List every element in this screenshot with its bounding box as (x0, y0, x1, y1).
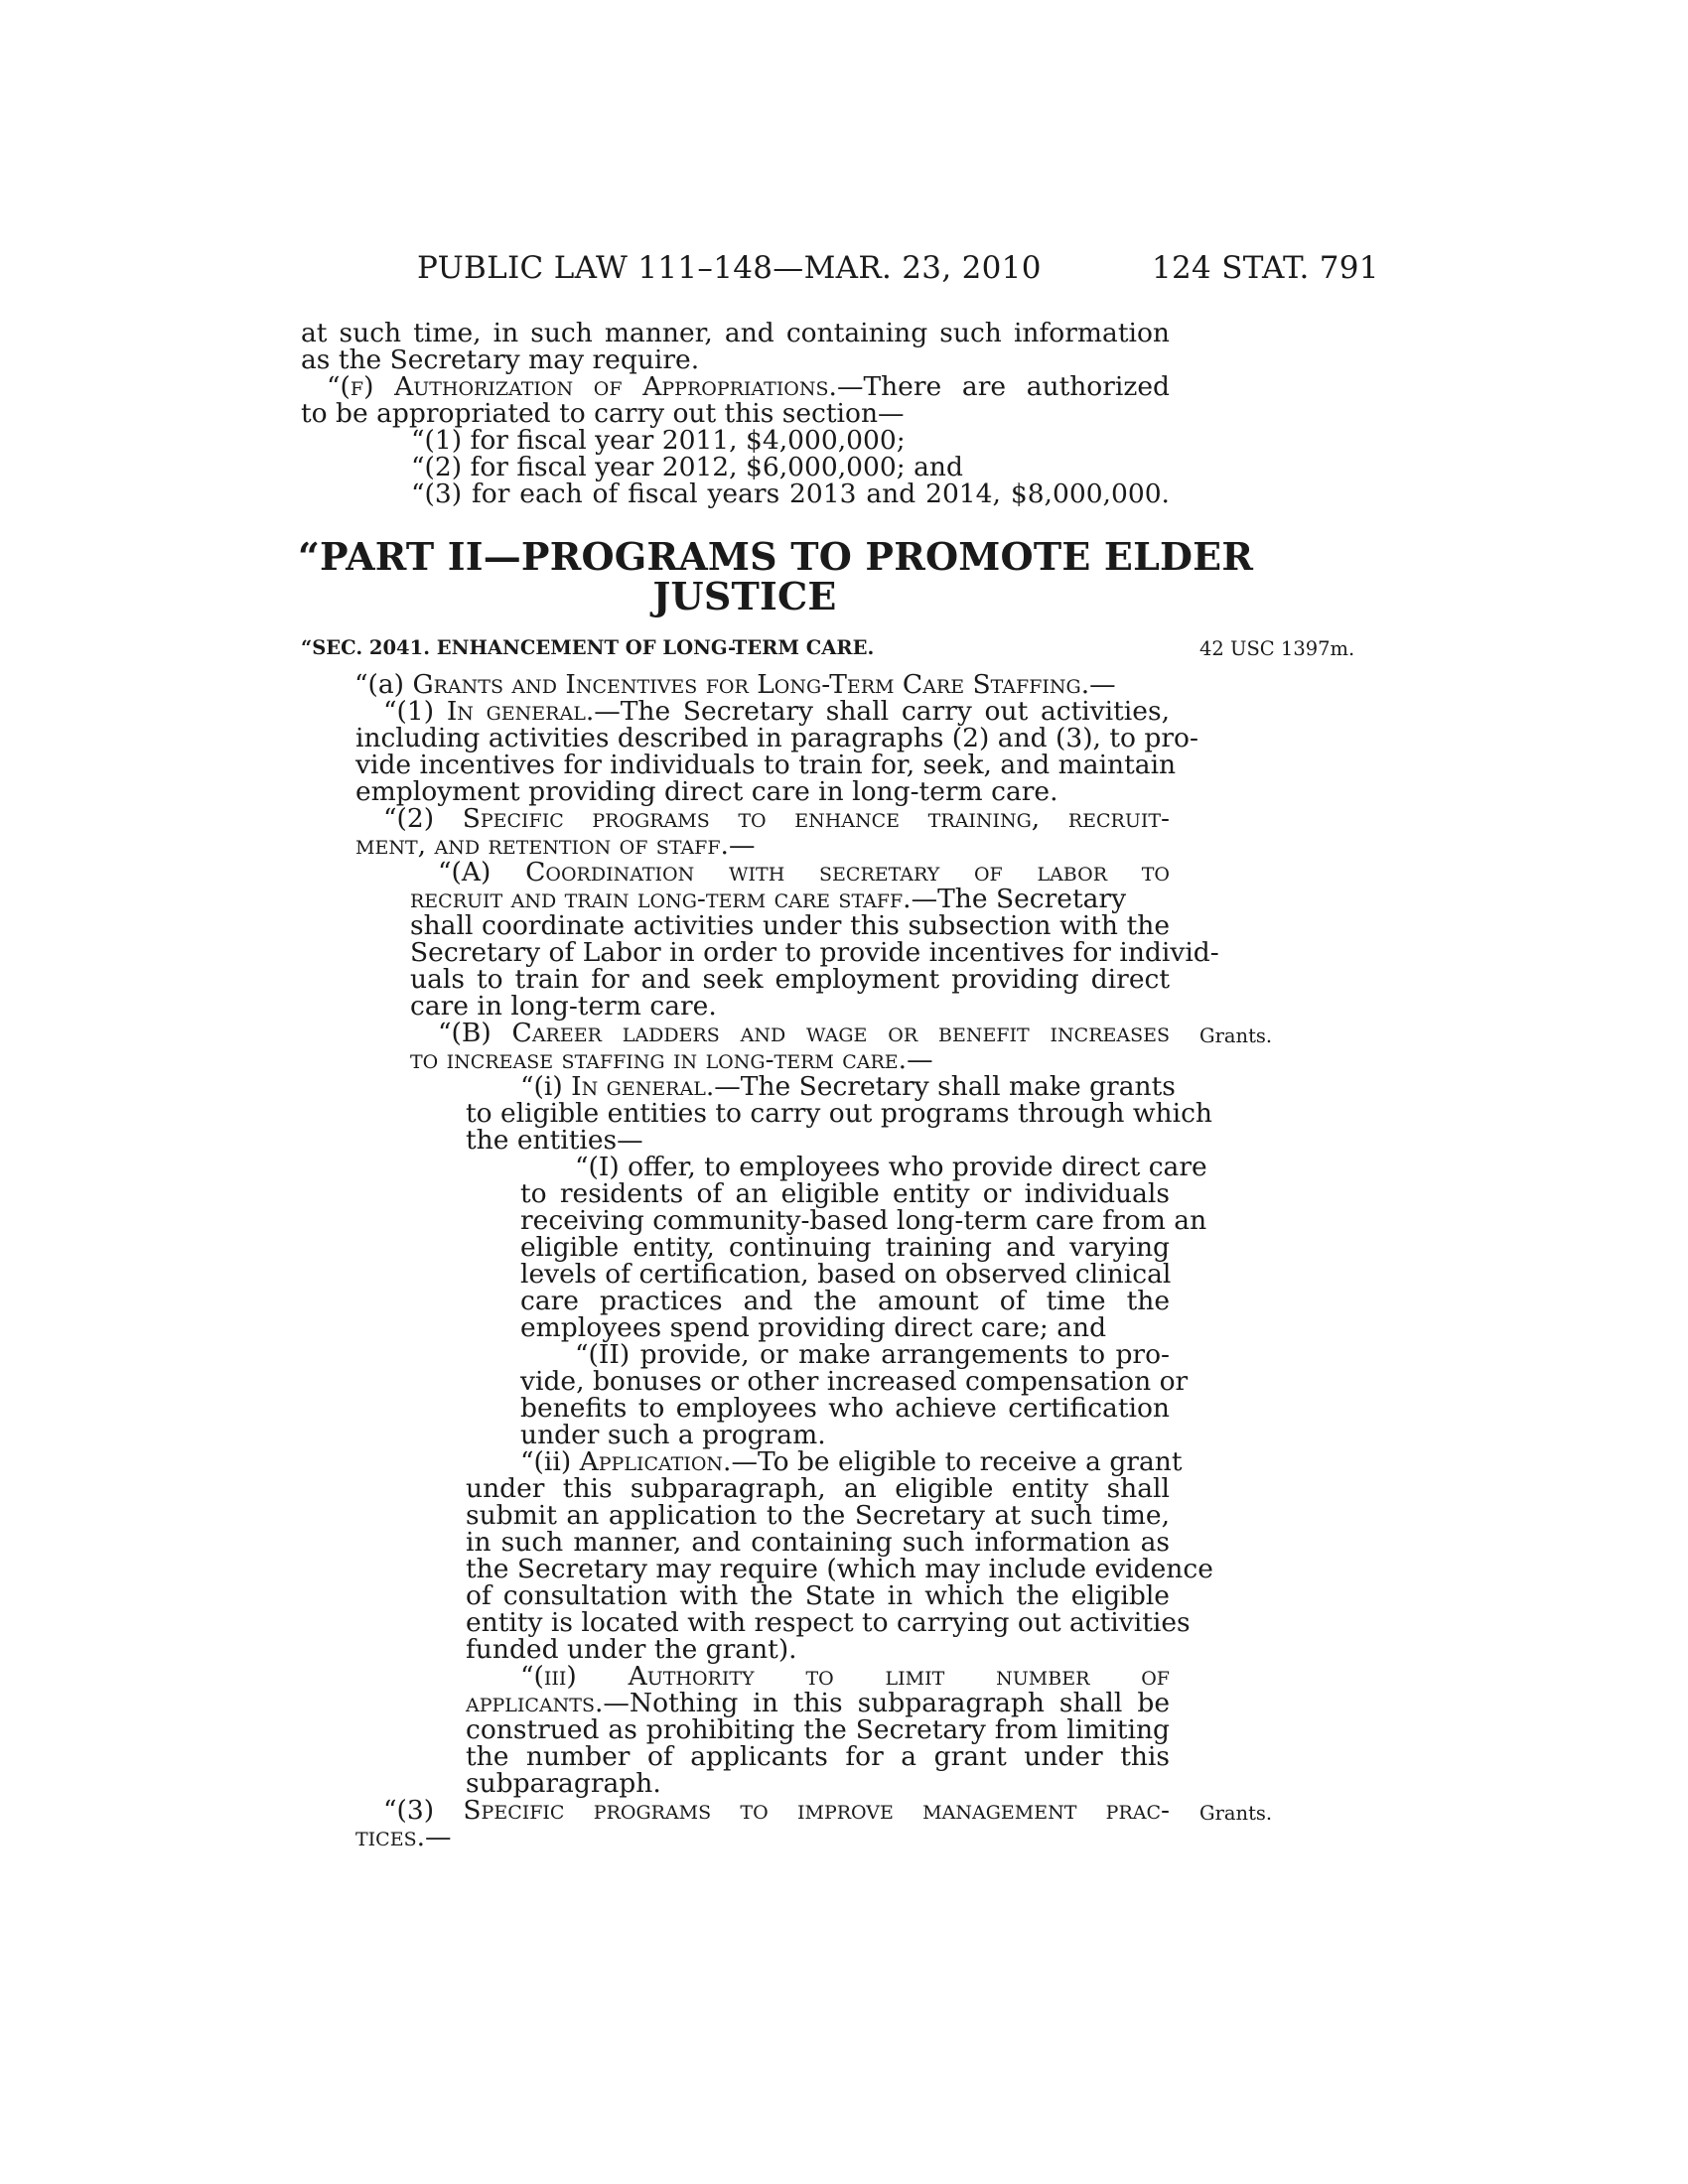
para-1-line-3: vide incentives for individuals to train for, seek, and maintain (355, 750, 1177, 780)
clause-ii-line-1 (520, 1446, 1183, 1477)
clause-iii-line-3: construed as prohibiting the Secretary from limiting (466, 1714, 1170, 1745)
para-1-line-2: including activities described in paragraphs (2) and (3), to pro- (355, 723, 1198, 753)
subpara-A-line-5: uals to train for and seek employment providing direct (410, 964, 1170, 995)
subsection-a-title: Grants and Incentives for Long-Term Care Staffing. (412, 669, 1090, 700)
para-3-line-2: tices.— (355, 1822, 452, 1852)
subpara-B-line-2: to increase staffing in long-term care.— (410, 1044, 933, 1075)
authorization-line-2: to be appropriated to carry out this section— (301, 398, 905, 429)
clause-ii-line-2: under this subparagraph, an eligible entity shall (466, 1473, 1170, 1504)
subclause-II-line-4: under such a program. (520, 1420, 826, 1450)
clause-ii-line-8: funded under the grant). (466, 1634, 797, 1665)
margin-note-grants-2: Grants. (1199, 1802, 1273, 1825)
part-title-line-2: JUSTICE (652, 574, 837, 618)
authorization-item-2: “(2) for fiscal year 2012, $6,000,000; and (411, 452, 963, 482)
subclause-II-line-2: vide, bonuses or other increased compensation or (520, 1366, 1189, 1397)
para-1-label: “(1) (383, 696, 447, 727)
clause-iii-line-1: “(iii) Authority to limit number of (520, 1661, 1170, 1692)
subclause-II-line-1: “(II) provide, or make arrangements to pro- (575, 1339, 1170, 1370)
subsection-a-heading (354, 671, 1116, 698)
clause-ii-text: —To be eligible to receive a grant (731, 1446, 1183, 1477)
subpara-A-line-3: shall coordinate activities under this subsection with the (410, 910, 1170, 941)
running-header-law: PUBLIC LAW 111–148—MAR. 23, 2010 (417, 250, 1042, 286)
clause-ii-line-7: entity is located with respect to carrying out activities (466, 1607, 1191, 1638)
para-3-line-1: “(3) Specific programs to improve management prac- (383, 1795, 1170, 1826)
intro-line-2: as the Secretary may require. (301, 344, 700, 375)
clause-i-line-1 (520, 1071, 1176, 1102)
para-1-title: In general. (446, 696, 595, 727)
subclause-I-line-3: receiving community-based long-term care from an (520, 1205, 1207, 1236)
subclause-I-line-7: employees spend providing direct care; and (520, 1312, 1107, 1343)
clause-i-line-3: the entities— (466, 1125, 643, 1156)
subsection-a-dash: — (1089, 669, 1116, 700)
clause-iii-line-2 (466, 1690, 1170, 1716)
subsection-a-label: “(a) (354, 669, 413, 700)
section-heading: “SEC. 2041. ENHANCEMENT OF LONG-TERM CARE. (301, 636, 875, 659)
clause-iii-line-4: the number of applicants for a grant under this (466, 1741, 1170, 1772)
margin-note-usc: 42 USC 1397m. (1199, 637, 1355, 660)
authorization-heading-label: “(f) Authorization of Appropriations. (327, 371, 837, 402)
page-number: 124 STAT. 791 (1152, 250, 1379, 286)
clause-ii-line-4: in such manner, and containing such information as (466, 1527, 1170, 1558)
clause-i-title: In general. (571, 1071, 715, 1102)
authorization-heading (327, 373, 1170, 400)
subpara-B-line-1: “(B) Career ladders and wage or benefit increases (438, 1018, 1170, 1048)
subclause-I-line-4: eligible entity, continuing training and varying (520, 1232, 1170, 1263)
clause-i-label: “(i) (520, 1071, 572, 1102)
part-title-line-1: “PART II—PROGRAMS TO PROMOTE ELDER (298, 534, 1254, 579)
clause-ii-line-5: the Secretary may require (which may include evidence (466, 1554, 1213, 1584)
subclause-I-line-1: “(I) offer, to employees who provide direct care (575, 1152, 1207, 1182)
subclause-I-line-5: levels of certification, based on observed clinical (520, 1259, 1172, 1290)
clause-iii-text: —Nothing in this subparagraph shall be (603, 1688, 1170, 1718)
subclause-II-line-3: benefits to employees who achieve certification (520, 1393, 1170, 1424)
para-1-line-1 (383, 698, 1170, 725)
clause-i-line-2: to eligible entities to carry out programs through which (466, 1098, 1213, 1129)
para-2-line-2: ment, and retention of staff.— (355, 830, 756, 861)
subclause-I-line-2: to residents of an eligible entity or individuals (520, 1178, 1170, 1209)
subpara-A-text: —The Secretary (911, 884, 1127, 914)
subpara-A-line-2 (410, 886, 1126, 912)
clause-ii-line-3: submit an application to the Secretary at such time, (466, 1500, 1170, 1531)
clause-iii-title: applicants. (466, 1688, 604, 1718)
intro-line-1: at such time, in such manner, and containing such information (301, 318, 1170, 348)
subpara-A-line-6: care in long-term care. (410, 991, 717, 1022)
authorization-item-1: “(1) for fiscal year 2011, $4,000,000; (411, 425, 906, 456)
margin-note-grants-1: Grants. (1199, 1024, 1273, 1047)
para-2-line-1: “(2) Specific programs to enhance training, recruit- (383, 803, 1170, 834)
authorization-item-3: “(3) for each of fiscal years 2013 and 2014, $8,000,000. (411, 478, 1170, 509)
clause-ii-label: “(ii) (520, 1446, 580, 1477)
subclause-I-line-6: care practices and the amount of time the (520, 1286, 1170, 1316)
clause-ii-line-6: of consultation with the State in which the eligible (466, 1580, 1170, 1611)
clause-iii-line-5: subparagraph. (466, 1768, 661, 1799)
subpara-A-line-1: “(A) Coordination with secretary of labor to (438, 857, 1170, 887)
authorization-heading-rest: —There are authorized (836, 371, 1171, 402)
para-1-text: —The Secretary shall carry out activities, (594, 696, 1170, 727)
subpara-A-title: recruit and train long-term care staff. (410, 884, 912, 914)
subpara-A-line-4: Secretary of Labor in order to provide incentives for individ- (410, 937, 1219, 968)
para-1-line-4: employment providing direct care in long-term care. (355, 776, 1058, 807)
clause-ii-title: Application. (579, 1446, 732, 1477)
clause-i-text: —The Secretary shall make grants (714, 1071, 1176, 1102)
